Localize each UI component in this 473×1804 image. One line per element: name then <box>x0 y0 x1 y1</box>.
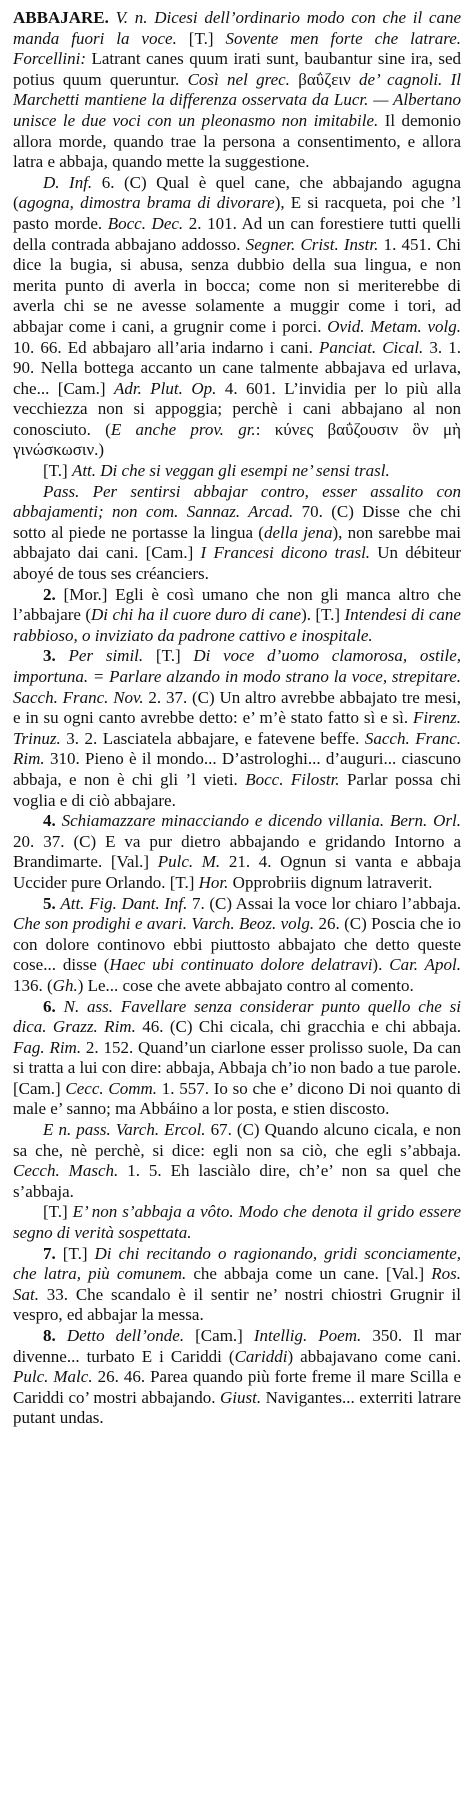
body-text: ) abbajavano come cani. <box>287 1346 461 1366</box>
body-text: ) Le... cose che avete abbajato contro al comento. <box>77 975 414 995</box>
italic-text: de’ cagnoli. Il Marchetti mantiene la differenza osservata da Lucr. — Albertano unisce le due voci con un pleonasmo non imitabile. <box>13 69 461 130</box>
body-text: 1. 557. Io so che e’ dicono Di noi quanto di male e’ sanno; ma Abbáino a lor posta, e stien discosto. <box>13 1078 461 1119</box>
italic-text: Pass. Per sentirsi abbajar contro, esser assalito con abbajamenti; non com. Sannaz. Arcad. <box>13 481 461 522</box>
bold-text: 7. <box>43 1243 56 1263</box>
bold-text: 5. <box>43 893 56 913</box>
body-text: βαΰζειν <box>289 69 359 89</box>
italic-text: Di chi recitando o ragionando, gridi sconciamente, che latra, più comunem. <box>13 1243 461 1284</box>
body-text: 2. 37. (C) Un altro avrebbe abbajato tre mesi, e in su ogni canto avrebbe detto: e’ m’è stato fatto sì e sì. <box>13 687 462 728</box>
body-text: 21. 4. Ognun si vanta e abbaja Uccider pure Orlando. [T.] <box>13 852 461 892</box>
bold-text: 4. <box>43 811 56 831</box>
body-text: 70. (C) Disse che chi sotto al piede ne portasse la lingua ( <box>13 502 461 542</box>
italic-text: Firenz. Trinuz. <box>13 708 461 748</box>
bold-text: ABBAJARE. <box>13 8 109 27</box>
entry-sense-paragraph <box>13 173 461 461</box>
body-text: : κύνες βαΰζουσιν ὃν μὴ γινώσκωσιν.) <box>13 419 461 460</box>
italic-text: E’ non s’abbaja a vôto. Modo che denota il grido essere segno di verità sospettata. <box>13 1202 461 1243</box>
italic-text: Ovid. Metam. volg. <box>327 316 461 336</box>
body-text: 2. 101. Ad un can forestiere tutti quelli della contrada abbajano addosso. <box>13 213 461 254</box>
entry-sense-paragraph <box>13 1244 461 1326</box>
body-text: Il demonio allora morde, quando trae la persona a consentimento, e allora latra e abbaja, quando mette la suggestione. <box>13 110 461 172</box>
body-text: [T.] <box>55 1243 95 1263</box>
italic-text: Di voce d’uomo clamorosa, ostile, importuna. = Parlare alzando in modo strano la voce, strepitare. Sacch. Franc. Nov. <box>13 646 461 707</box>
italic-text: della jena <box>263 522 333 542</box>
bold-text: 6. <box>43 996 56 1016</box>
italic-text: Gh. <box>52 975 78 995</box>
body-text: 350. Il mar divenne... turbato E i Cariddi ( <box>13 1326 461 1366</box>
italic-text: Adr. Plut. Op. <box>113 378 217 398</box>
italic-text: Così nel grec. <box>187 69 290 89</box>
italic-text: Hor. <box>198 872 229 892</box>
italic-text: Schiamazzare minacciando e dicendo villania. Bern. Orl. <box>61 811 461 831</box>
body-text: ), E si racqueta, poi che ’l pasto morde. <box>13 193 461 233</box>
italic-text: Cariddi <box>234 1346 288 1366</box>
body-text: Un débiteur aboyé de tous ses créanciers. <box>13 543 461 584</box>
italic-text: N. ass. Favellare senza considerar punto quello che si dica. Grazz. Rim. <box>13 996 462 1037</box>
body-text: 33. Che scandalo è il sentir ne’ nostri chiostri Grugnir il vespro, ed abbajar la messa. <box>13 1284 461 1325</box>
body-text: 46. (C) Chi cicala, chi gracchia e chi abbaja. <box>135 1017 462 1037</box>
entry-sense-paragraph <box>13 997 461 1121</box>
bold-text: 2. <box>43 584 56 604</box>
italic-text: Che son prodighi e avari. Varch. Beoz. volg. <box>13 914 315 934</box>
body-text: 3. 1. 90. Nella bottega accanto un cane talmente abbajava ed urlava, che... [Cam.] <box>13 337 461 398</box>
italic-text: Segner. Crist. Instr. <box>245 234 379 254</box>
italic-text: Giust. <box>219 1387 262 1407</box>
italic-text: Sovente men forte che latrare. Forcellini: <box>13 28 461 69</box>
italic-text: Ros. Sat. <box>13 1264 461 1304</box>
body-text: [T.] <box>176 28 226 48</box>
entry-sense-paragraph <box>13 482 461 585</box>
body-text: [Cam.] <box>184 1326 254 1345</box>
italic-text: Car. Apol. <box>389 955 461 975</box>
italic-text: Sacch. Franc. Rim. <box>13 728 461 769</box>
body-text: che abbaja come un cane. [Val.] <box>186 1264 432 1284</box>
body-text: Opprobriis dignum latraverit. <box>228 872 433 892</box>
italic-text: Haec ubi continuato dolore delatravi <box>109 955 373 975</box>
body-text: 26. (C) Poscia che io con dolore continovo ebbi piuttosto abbajato che detto queste cose... disse ( <box>13 914 461 975</box>
body-text: 67. (C) Quando alcuno cicala, e non sa che, nè perchè, si dice: egli non sa ciò, che egli s’abbaja. <box>13 1120 461 1160</box>
italic-text: Fag. Rim. <box>13 1037 82 1057</box>
italic-text: I Francesi dicono trasl. <box>200 543 371 563</box>
body-text: 6. (C) Qual è quel cane, che abbajando agugna ( <box>13 172 461 213</box>
italic-text: D. Inf. <box>43 172 93 192</box>
body-text: Parlar possa chi voglia e di ciò abbajare. <box>13 769 461 810</box>
italic-text: Intendesi di cane rabbioso, o inviziato da padrone cattivo e inospitale. <box>13 605 461 645</box>
body-text: 20. 37. (C) E va pur dietro abbajando e gridando Intorno a Brandimarte. [Val.] <box>13 831 461 872</box>
body-text: Navigantes... exterriti latrare putant undas. <box>13 1387 462 1428</box>
body-text: ), non sarebbe mai abbajato dai cani. [Cam.] <box>13 522 461 563</box>
italic-text: Per simil. <box>68 646 144 666</box>
italic-text: Pulc. M. <box>157 852 221 872</box>
bold-text: 8. <box>43 1326 56 1345</box>
body-text: 2. 152. Quand’un ciarlone esser prolisso suole, Da can si tratta a lui con dire: abbaja, Abbaja ch’io non bado a tue parole. [Cam.] <box>13 1037 461 1098</box>
body-text: 3. 2. Lasciatela abbajare, e fatevene beffe. <box>60 728 365 748</box>
body-text: 1. 451. Chi dice la bugia, si abusa, senza dubbio della sua lingua, e non merita punto di averla in bocca; come non si meriterebbe di averla chi se ne avesse solamente a muggir come i tori, ad abbajar come i cani, a grugnir come i porci. <box>13 234 462 336</box>
italic-text: E n. pass. Varch. Ercol. <box>43 1120 206 1140</box>
body-text: [T.] <box>43 461 72 481</box>
bold-text: 3. <box>43 646 56 666</box>
body-text <box>56 997 64 1016</box>
italic-text: V. n. Dicesi dell’ordinario modo con che il cane manda fuori la voce. <box>13 8 462 48</box>
entry-sense-paragraph <box>13 894 461 997</box>
entry-sense-paragraph <box>13 646 461 811</box>
body-text: Latrant canes quum irati sunt, baubantur sine ira, sed potius quum queruntur. <box>13 49 461 89</box>
italic-text: Att. Fig. Dant. Inf. <box>60 893 188 913</box>
body-text: [T.] <box>143 646 194 666</box>
italic-text: Cecc. Comm. <box>65 1078 158 1098</box>
entry-sense-paragraph <box>13 1120 461 1202</box>
entry-sense-paragraph <box>13 461 461 482</box>
entry-sense-paragraph <box>13 1326 461 1429</box>
entry-sense-paragraph <box>13 585 461 647</box>
body-text: [Mor.] Egli è così umano che non gli manca altro che l’abbajare ( <box>13 584 461 625</box>
body-text <box>56 1326 67 1345</box>
body-text: 10. 66. Ed abbajaro all’aria indarno i cani. <box>13 337 319 357</box>
body-text: 310. Pieno è il mondo... D’astrologhi... d’auguri... ciascuno abbaja, e non è chi gli ’l vieti. <box>13 749 461 789</box>
body-text: [T.] <box>43 1202 73 1222</box>
entry-sense-paragraph <box>13 811 461 893</box>
body-text: 136. ( <box>13 975 53 995</box>
italic-text: Bocc. Dec. <box>107 213 184 233</box>
body-text: ). [T.] <box>301 605 345 625</box>
body-text <box>109 8 116 27</box>
body-text: 7. (C) Assai la voce lor chiaro l’abbaja. <box>187 893 462 913</box>
entry-sense-paragraph <box>13 1202 461 1243</box>
italic-text: Di chi ha il cuore duro di cane <box>91 605 302 625</box>
body-text: 26. 46. Parea quando più forte freme il mare Scilla e Cariddi co’ mostri abbajando. <box>13 1367 461 1407</box>
italic-text: Att. Di che si veggan gli esempi ne’ sensi trasl. <box>71 461 390 481</box>
italic-text: Panciat. Cical. <box>319 337 424 357</box>
entry-headword-paragraph <box>13 8 461 173</box>
italic-text: agogna, dimostra brama di divorare <box>18 193 275 213</box>
italic-text: E anche prov. gr. <box>110 419 256 439</box>
body-text: 4. 601. L’invidia per lo più alla vecchiezza non si appoggia; perchè i cani abbajano al non conosciuto. ( <box>13 378 461 439</box>
body-text: 1. 5. Eh lasciàlo dire, ch’e’ non sa quel che s’abbaja. <box>13 1161 461 1201</box>
italic-text: Cecch. Masch. <box>13 1161 119 1181</box>
italic-text: Detto dell’onde. <box>66 1326 185 1345</box>
italic-text: Bocc. Filostr. <box>245 769 340 789</box>
body-text <box>56 646 69 665</box>
italic-text: Intellig. Poem. <box>253 1326 362 1345</box>
body-text: ). <box>372 955 390 975</box>
italic-text: Pulc. Malc. <box>13 1367 93 1387</box>
